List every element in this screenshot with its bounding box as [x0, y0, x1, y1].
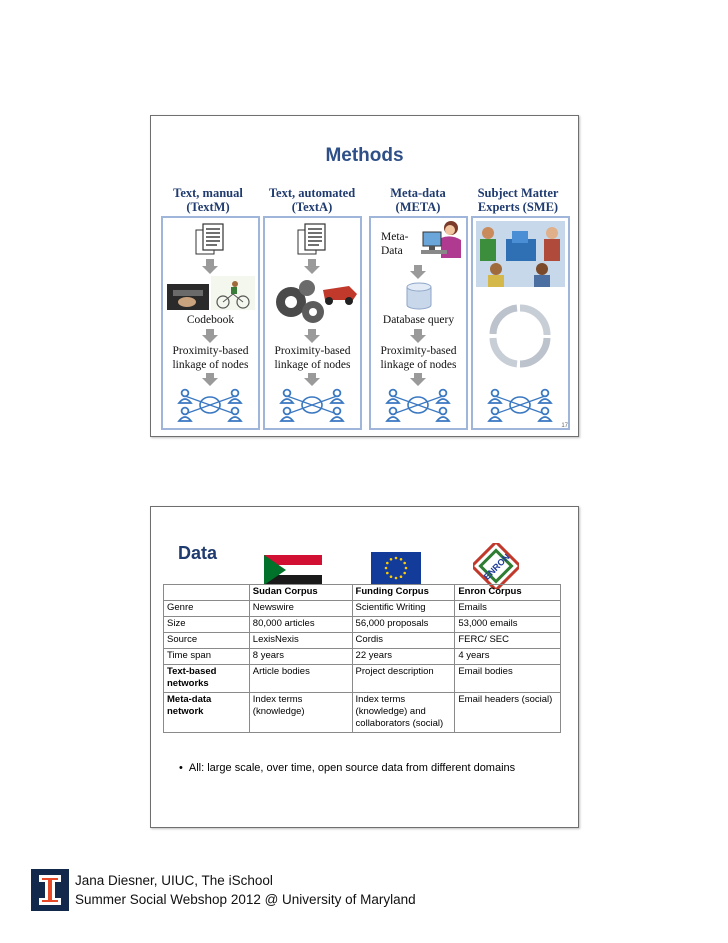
eu-flag-icon: [371, 552, 421, 584]
arrow-down-icon: [410, 265, 426, 279]
label-line: Proximity-based: [274, 345, 351, 357]
corpus-table: [163, 584, 561, 733]
header-line: (META): [395, 200, 441, 214]
column-header-texta: [259, 186, 365, 214]
enron-logo-text: ENRON: [481, 551, 512, 582]
table-cell: 4 years: [455, 649, 561, 665]
computer-user-image: [419, 218, 463, 264]
network-icon: [279, 386, 345, 422]
table-row: [164, 633, 561, 649]
table-cell: Index terms (knowledge) and collaborators (social): [352, 693, 455, 733]
table-cell: 53,000 emails: [455, 617, 561, 633]
label-line: Data: [381, 245, 403, 257]
label-line: Meta-: [381, 231, 409, 243]
row-label: Time span: [164, 649, 250, 665]
label-line: linkage of nodes: [172, 359, 249, 371]
table-cell: Project description: [352, 665, 455, 693]
label-line: Proximity-based: [172, 345, 249, 357]
row-label: Source: [164, 633, 250, 649]
column-sme: [471, 216, 570, 430]
arrow-down-icon: [202, 373, 218, 386]
typing-and-cyclist-image: [167, 276, 255, 310]
column-header-meta: [369, 186, 467, 214]
table-cell: Article bodies: [249, 665, 352, 693]
row-label: Text-based networks: [164, 665, 250, 693]
linkage-label: [265, 344, 360, 372]
documents-icon: [193, 222, 229, 258]
table-cell: Emails: [455, 601, 561, 617]
bullet-text: All: large scale, over time, open source data from different domains: [188, 762, 516, 774]
arrow-down-icon: [410, 373, 426, 386]
table-header-cell: Funding Corpus: [352, 585, 455, 601]
enron-logo-icon: [473, 543, 519, 589]
table-cell: Cordis: [352, 633, 455, 649]
table-cell: Index terms (knowledge): [249, 693, 352, 733]
arrow-down-icon: [304, 259, 320, 275]
codebook-label: Codebook: [186, 314, 235, 326]
label-line: linkage of nodes: [380, 359, 457, 371]
header-line: Experts (SME): [477, 200, 559, 214]
bullet-item: [179, 762, 515, 774]
linkage-label: [163, 344, 258, 372]
table-row: [164, 665, 561, 693]
gears-and-car-image: [269, 276, 357, 326]
table-cell: 22 years: [352, 649, 455, 665]
documents-icon: [295, 222, 331, 258]
header-line: Meta-data: [390, 186, 446, 200]
arrow-down-icon: [410, 329, 426, 343]
table-cell: Newswire: [249, 601, 352, 617]
footer-line: Summer Social Webshop 2012 @ University of Maryland: [75, 892, 416, 907]
column-header-sme: [469, 186, 567, 214]
illinois-logo-icon: [31, 869, 69, 911]
arrow-down-icon: [304, 373, 320, 386]
network-icon: [487, 386, 553, 422]
slide-title: Methods: [325, 145, 404, 166]
header-line: (TextA): [291, 200, 333, 214]
table-row: [164, 617, 561, 633]
table-cell: 56,000 proposals: [352, 617, 455, 633]
label-line: linkage of nodes: [274, 359, 351, 371]
methods-slide: [150, 115, 579, 437]
header-line: Text, automated: [268, 186, 356, 200]
row-label: Genre: [164, 601, 250, 617]
database-icon: [405, 281, 433, 311]
table-cell: 80,000 articles: [249, 617, 352, 633]
data-slide: [150, 506, 579, 828]
meta-data-label: [381, 230, 417, 258]
database-query-label: Database query: [382, 314, 455, 326]
table-cell: Email headers (social): [455, 693, 561, 733]
column-texta: [263, 216, 362, 430]
table-row: [164, 693, 561, 733]
column-textm: [161, 216, 260, 430]
table-header-cell: [164, 585, 250, 601]
table-header-cell: Enron Corpus: [455, 585, 561, 601]
table-cell: Scientific Writing: [352, 601, 455, 617]
label-line: Proximity-based: [380, 345, 457, 357]
linkage-label: [371, 344, 466, 372]
arrow-down-icon: [304, 329, 320, 343]
table-cell: Email bodies: [455, 665, 561, 693]
table-cell: 8 years: [249, 649, 352, 665]
header-line: Subject Matter: [477, 186, 559, 200]
network-icon: [177, 386, 243, 422]
table-cell: LexisNexis: [249, 633, 352, 649]
experts-meeting-image: [476, 221, 565, 287]
cycle-arrows-icon: [489, 304, 551, 368]
page-number: 17: [561, 423, 568, 429]
footer: [75, 871, 416, 909]
table-header-row: [164, 585, 561, 601]
footer-line: Jana Diesner, UIUC, The iSchool: [75, 873, 273, 888]
sudan-flag-icon: [264, 555, 322, 585]
arrow-down-icon: [202, 329, 218, 343]
column-meta: [369, 216, 468, 430]
table-row: [164, 601, 561, 617]
row-label: Meta-data network: [164, 693, 250, 733]
header-line: (TextM): [186, 200, 230, 214]
row-label: Size: [164, 617, 250, 633]
table-header-cell: Sudan Corpus: [249, 585, 352, 601]
table-cell: FERC/ SEC: [455, 633, 561, 649]
column-header-textm: [159, 186, 257, 214]
bullet-icon: •: [179, 762, 183, 774]
header-line: Text, manual: [173, 186, 243, 200]
slide-title: Data: [178, 543, 218, 563]
network-icon: [385, 386, 451, 422]
table-row: [164, 649, 561, 665]
arrow-down-icon: [202, 259, 218, 275]
